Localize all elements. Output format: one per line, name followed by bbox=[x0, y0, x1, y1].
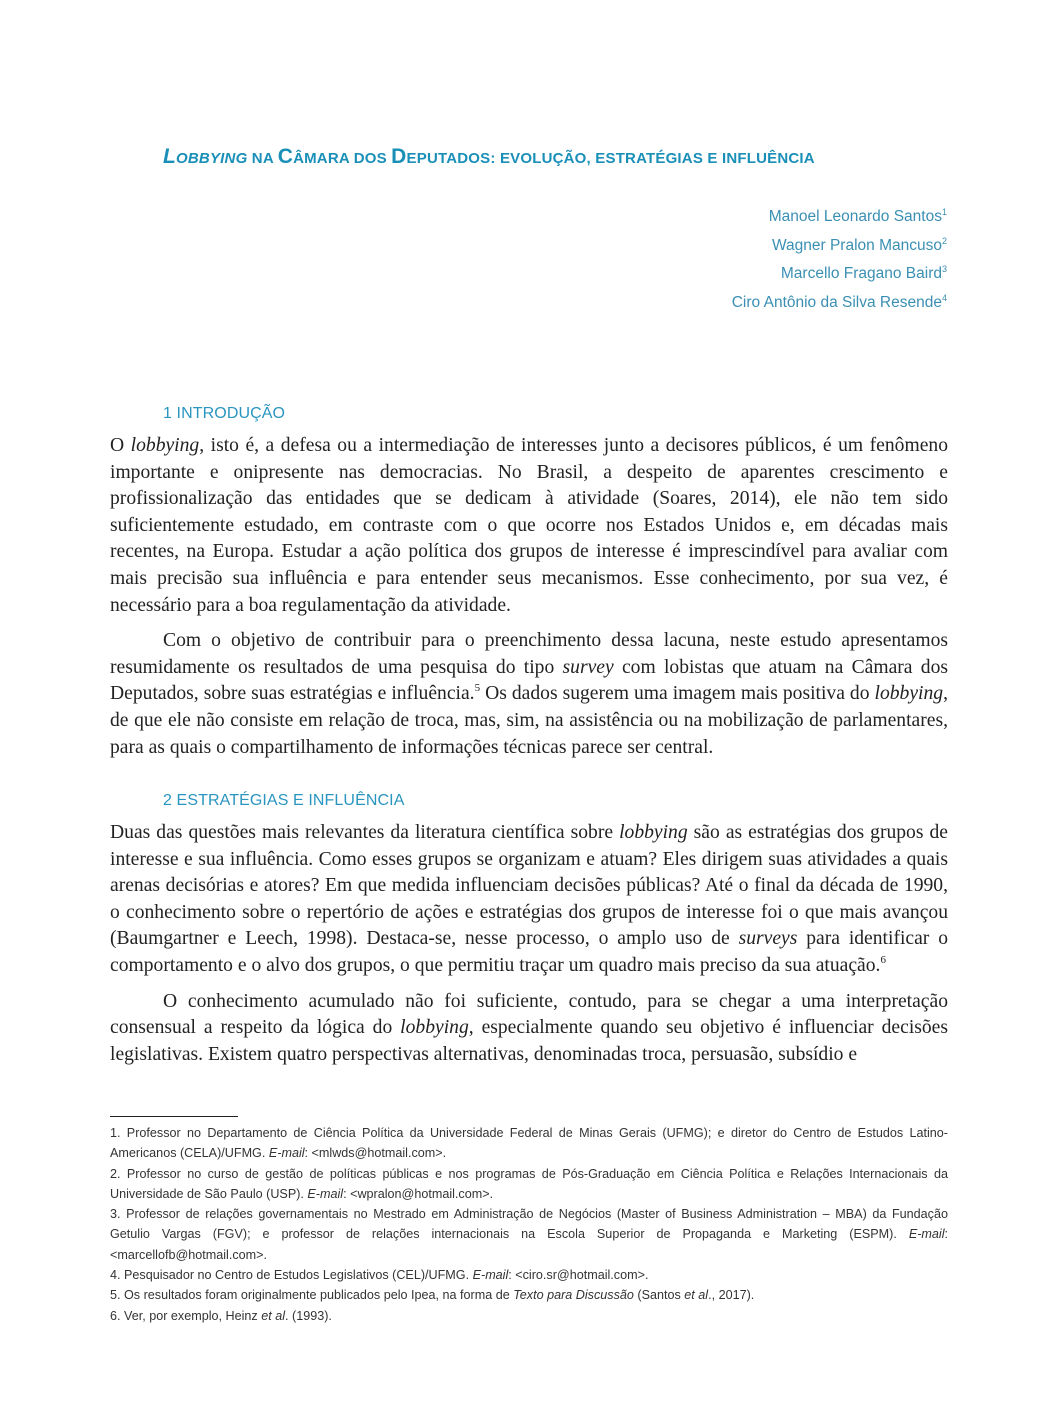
footnote-ref[interactable]: 2 bbox=[941, 235, 947, 246]
footnote-divider bbox=[110, 1116, 238, 1117]
text-run: 6. Ver, por exemplo, Heinz bbox=[110, 1308, 262, 1323]
text-run: : <wpralon@hotmail.com>. bbox=[343, 1186, 494, 1201]
footnote-6 bbox=[110, 1306, 948, 1326]
paragraph bbox=[110, 628, 948, 761]
author bbox=[732, 289, 947, 318]
italic-term: et al bbox=[684, 1288, 709, 1303]
footnote-ref[interactable]: 5 bbox=[474, 682, 481, 695]
section-heading-introducao: 1 INTRODUÇÃO bbox=[163, 405, 286, 422]
text-run: (Santos bbox=[633, 1288, 685, 1303]
text-run: . (1993). bbox=[285, 1308, 332, 1323]
author-name: Ciro Antônio da Silva Resende bbox=[731, 293, 942, 311]
text-run: : <mlwds@hotmail.com>. bbox=[304, 1146, 447, 1161]
italic-term: E-mail bbox=[472, 1268, 509, 1283]
footnote-ref[interactable]: 3 bbox=[941, 264, 947, 274]
footnote-ref[interactable]: 4 bbox=[941, 292, 947, 303]
title-word: NA bbox=[247, 150, 278, 167]
text-run: 4. Pesquisador no Centro de Estudos Legislativos (CEL)/UFMG. bbox=[110, 1268, 473, 1283]
title-initial: D bbox=[391, 145, 407, 168]
footnotes bbox=[110, 1123, 948, 1326]
italic-term: lobbying bbox=[874, 683, 944, 705]
text-run: 1. Professor no Departamento de Ciência Política da Universidade Federal de Minas Gerais (UFMG); e diretor do Centro de Estudos Latino-Americanos (CELA)/UFMG. bbox=[110, 1126, 948, 1161]
author bbox=[732, 232, 947, 261]
footnote-2 bbox=[110, 1164, 948, 1205]
italic-term: survey bbox=[562, 656, 614, 678]
author-name: Marcello Fragano Baird bbox=[780, 265, 942, 282]
italic-term: surveys bbox=[738, 928, 798, 950]
author-name: Wagner Pralon Mancuso bbox=[771, 236, 942, 254]
title-word: EPUTADOS: EVOLUÇÃO, ESTRATÉGIAS E INFLUÊNCIA bbox=[406, 150, 815, 167]
section-heading-estrategias: 2 ESTRATÉGIAS E INFLUÊNCIA bbox=[163, 792, 405, 809]
italic-term: lobbying bbox=[619, 822, 688, 843]
footnote-1 bbox=[110, 1123, 948, 1164]
italic-term: et al bbox=[261, 1308, 286, 1323]
text-run: Duas das questões mais relevantes da literatura científica sobre bbox=[110, 822, 620, 843]
paragraph bbox=[110, 820, 948, 980]
title-word: OBBYING bbox=[176, 150, 248, 167]
section-body-introducao bbox=[110, 433, 948, 761]
text-run: , isto é, a defesa ou a intermediação de interesses junto a decisores públicos, é um fenômeno importante e onipresente nas democracias. No Brasil, a despeito de aparentes crescimento e profissionalização das entidades que se dedicam à atividade (Soares, 2014), ele não tem sido suficientemente estudado, em contraste com o que ocorre nos Estados Unidos e, em décadas mais recentes, na Europa. Estudar a ação política dos grupos de interesse é imprescindível para avaliar com mais precisão sua influência e para entender seus mecanismos. Esse conhecimento, por sua vez, é necessário para a boa regulamentação da atividade. bbox=[110, 435, 948, 616]
text-run: ., 2017). bbox=[708, 1288, 755, 1303]
text-run: Com o objetivo de contribuir para o preenchimento dessa lacuna, neste estudo apresentamos resumidamente os resultados de uma pesquisa do tipo bbox=[110, 630, 948, 678]
text-run: para identificar o comportamento e o alvo dos grupos, o que permitiu traçar um quadro mais preciso da sua atuação. bbox=[110, 928, 948, 976]
italic-term: lobbying bbox=[400, 1017, 469, 1039]
text-run: são as estratégias dos grupos de interesse e sua influência. Como esses grupos se organizam e atuam? Eles dirigem suas atividades a quais arenas decisórias e atores? Em que medida influenciam decisões públicas? Até o final da década de 1990, o conhecimento sobre o repertório de ações e estratégias dos grupos de interesse foi o que mais avançou (Baumgartner e Leech, 1998). Destaca-se, nesse processo, o amplo uso de bbox=[110, 822, 949, 950]
author bbox=[732, 203, 947, 232]
paragraph bbox=[110, 433, 948, 619]
text-run: 3. Professor de relações governamentais no Mestrado em Administração de Negócios (Master of Business Administration – MBA) da Fundação Getulio Vargas (FGV); e professor de relações internacionais na Escola Superior de Propaganda e Marketing (ESPM). bbox=[110, 1207, 948, 1242]
title-word: ÂMARA DOS bbox=[293, 150, 392, 167]
text-run: O conhecimento acumulado não foi suficiente, contudo, para se chegar a uma interpretação consensual a respeito da lógica do bbox=[110, 990, 948, 1039]
italic-term: Texto para Discussão bbox=[513, 1288, 634, 1303]
text-run: 5. Os resultados foram originalmente publicados pelo Ipea, na forma de bbox=[110, 1288, 514, 1303]
paragraph bbox=[110, 989, 948, 1069]
text-run: 2. Professor no curso de gestão de políticas públicas e nos programas de Pós-Graduação em Ciência Política e Relações Internacionais da Universidade de São Paulo (USP). bbox=[110, 1166, 948, 1201]
footnote-ref[interactable]: 1 bbox=[941, 207, 947, 217]
footnote-5 bbox=[110, 1285, 948, 1305]
text-run: O bbox=[110, 435, 131, 456]
footnote-4 bbox=[110, 1265, 948, 1285]
title-initial: L bbox=[163, 145, 177, 168]
author-name: Manoel Leonardo Santos bbox=[768, 208, 942, 225]
footnote-ref[interactable]: 6 bbox=[880, 953, 886, 966]
italic-term: E-mail bbox=[908, 1227, 945, 1242]
author bbox=[732, 260, 947, 289]
text-run: : <marcellofb@hotmail.com>. bbox=[110, 1227, 948, 1262]
italic-term: lobbying bbox=[130, 435, 200, 456]
text-run: , de que ele não consiste em relação de troca, mas, sim, na assistência ou na mobilização de parlamentares, para as quais o compartilhamento de informações técnicas parece ser central. bbox=[110, 683, 948, 758]
article-title bbox=[163, 145, 963, 169]
italic-term: E-mail bbox=[307, 1186, 344, 1201]
text-run: : <ciro.sr@hotmail.com>. bbox=[508, 1268, 649, 1283]
text-run: com lobistas que atuam na Câmara dos Deputados, sobre suas estratégias e influência. bbox=[110, 656, 948, 705]
text-run: , especialmente quando seu objetivo é influenciar decisões legislativas. Existem quatro perspectivas alternativas, denominadas troca, persuasão, subsídio e bbox=[110, 1017, 949, 1065]
footnote-3 bbox=[110, 1204, 948, 1265]
section-body-estrategias bbox=[110, 820, 948, 1068]
italic-term: E-mail bbox=[268, 1146, 305, 1161]
author-list bbox=[732, 203, 947, 317]
text-run: Os dados sugerem uma imagem mais positiva do bbox=[480, 683, 875, 705]
title-initial: C bbox=[277, 145, 294, 168]
